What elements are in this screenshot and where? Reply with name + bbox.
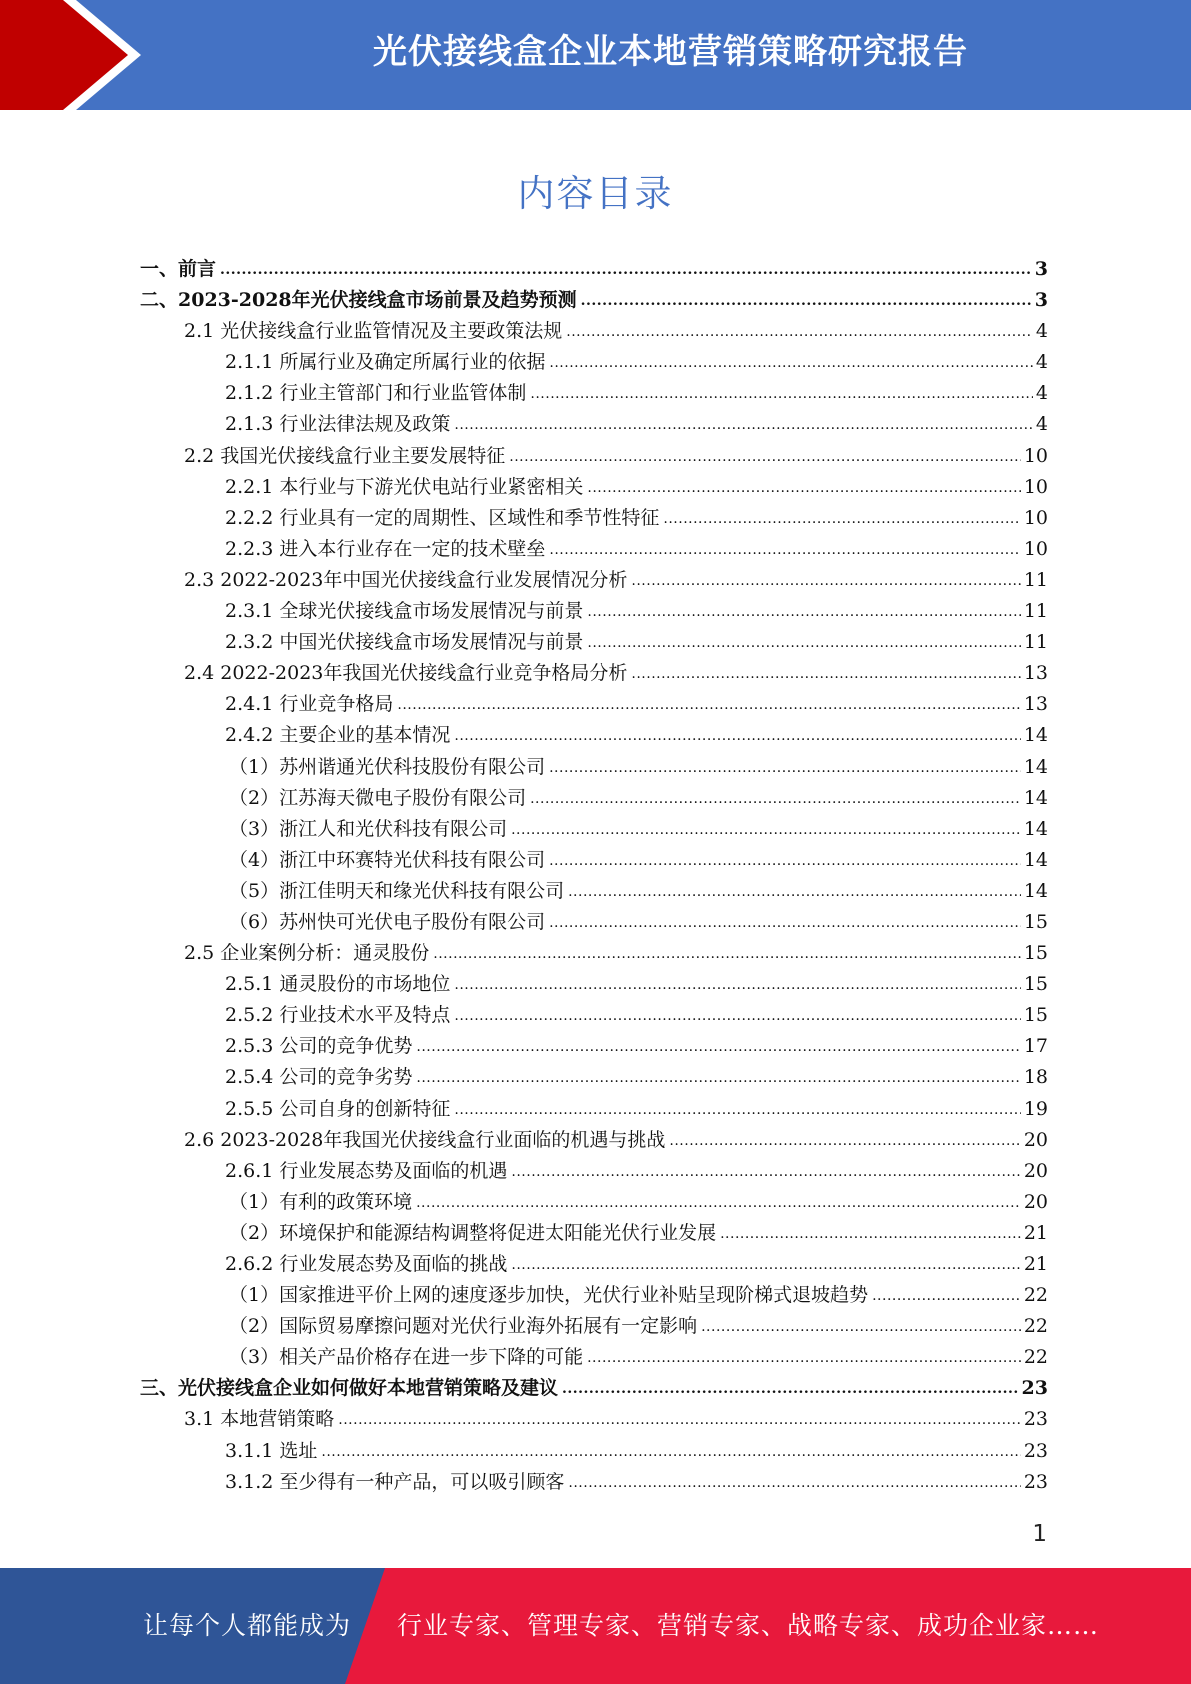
toc-dot-leader: [416, 1070, 1020, 1086]
toc-entry[interactable]: [140, 1436, 1048, 1467]
toc-dot-leader: [549, 542, 1020, 558]
toc-entry-title: 2.5 企业案例分析：通灵股份: [184, 942, 430, 965]
report-title: 光伏接线盒企业本地营销策略研究报告: [373, 32, 968, 72]
toc-entry-title: 三、光伏接线盒企业如何做好本地营销策略及建议: [140, 1377, 559, 1400]
toc-entry[interactable]: [140, 969, 1048, 1000]
toc-dot-leader: [631, 666, 1020, 682]
toc-entry[interactable]: [140, 1373, 1048, 1404]
toc-dot-leader: [511, 822, 1021, 838]
toc-dot-leader: [568, 1475, 1020, 1491]
toc-entry-page: 15: [1023, 942, 1048, 965]
toc-entry-title: 2.2 我国光伏接线盒行业主要发展特征: [184, 444, 506, 467]
toc-dot-leader: [454, 977, 1020, 993]
toc-entry-page: 14: [1023, 817, 1048, 840]
toc-entry[interactable]: [140, 596, 1048, 627]
toc-entry-title: 2.3.1 全球光伏接线盒市场发展情况与前景: [225, 600, 584, 623]
toc-dot-leader: [397, 697, 1020, 713]
toc-entry-page: 19: [1023, 1097, 1048, 1120]
toc-entry[interactable]: [140, 876, 1048, 907]
toc-entry[interactable]: [140, 1000, 1048, 1031]
toc-entry-title: 2.3 2022-2023年中国光伏接线盒行业发展情况分析: [184, 568, 628, 591]
toc-entry[interactable]: [140, 938, 1048, 969]
toc-entry-page: 15: [1023, 1004, 1048, 1027]
toc-dot-leader: [338, 1412, 1021, 1428]
toc-dot-leader: [663, 511, 1020, 527]
toc-entry-title: （4）浙江中环赛特光伏科技有限公司: [229, 848, 546, 871]
toc-entry-page: 23: [1023, 1470, 1048, 1493]
toc-heading: 内容目录: [517, 172, 674, 215]
toc-entry-title: （3）浙江人和光伏科技有限公司: [229, 817, 508, 840]
toc-entry-title: 2.4.1 行业竞争格局: [225, 693, 394, 716]
toc-entry-page: 22: [1023, 1284, 1048, 1307]
toc-entry-page: 14: [1023, 755, 1048, 778]
toc-entry-title: 2.6.1 行业发展态势及面临的机遇: [225, 1159, 508, 1182]
toc-dot-leader: [587, 635, 1020, 651]
toc-entry[interactable]: [140, 1125, 1048, 1156]
toc-dot-leader: [220, 262, 1032, 278]
toc-entry-title: （1）苏州谐通光伏科技股份有限公司: [229, 755, 546, 778]
chevron-arrow-icon: [0, 0, 160, 110]
toc-entry-page: 4: [1035, 351, 1048, 374]
toc-entry-title: 2.5.3 公司的竞争优势: [225, 1035, 413, 1058]
toc-entry[interactable]: [140, 534, 1048, 565]
toc-entry-page: 10: [1023, 506, 1048, 529]
toc-entry[interactable]: [140, 503, 1048, 534]
toc-dot-leader: [549, 355, 1033, 371]
toc-entry-page: 17: [1023, 1035, 1048, 1058]
toc-dot-leader: [454, 1008, 1020, 1024]
toc-dot-leader: [549, 760, 1021, 776]
toc-entry[interactable]: [140, 627, 1048, 658]
toc-entry-title: 2.1.1 所属行业及确定所属行业的依据: [225, 351, 546, 374]
toc-entry[interactable]: [140, 720, 1048, 751]
toc-dot-leader: [416, 1195, 1021, 1211]
toc-entry-page: 4: [1035, 413, 1048, 436]
toc-dot-leader: [416, 1039, 1020, 1055]
toc-entry-title: 3.1.1 选址: [225, 1439, 318, 1462]
table-of-contents: [140, 254, 1048, 1498]
toc-entry[interactable]: [140, 1218, 1048, 1249]
toc-entry-page: 3: [1034, 289, 1048, 312]
toc-entry[interactable]: [140, 1187, 1048, 1218]
header-banner: [0, 0, 1191, 110]
toc-entry[interactable]: [140, 347, 1048, 378]
toc-entry-page: 23: [1023, 1408, 1048, 1431]
toc-entry-page: 21: [1023, 1221, 1048, 1244]
toc-entry-title: （1）国家推进平价上网的速度逐步加快，光伏行业补贴呈现阶梯式退坡趋势: [229, 1284, 869, 1307]
toc-dot-leader: [530, 791, 1021, 807]
toc-dot-leader: [454, 728, 1020, 744]
toc-entry-title: 二、2023-2028年光伏接线盒市场前景及趋势预测: [140, 289, 577, 312]
toc-entry-page: 20: [1023, 1159, 1048, 1182]
toc-dot-leader: [511, 1257, 1020, 1273]
toc-entry[interactable]: [140, 907, 1048, 938]
toc-entry[interactable]: [140, 658, 1048, 689]
toc-entry[interactable]: [140, 689, 1048, 720]
toc-entry[interactable]: [140, 783, 1048, 814]
toc-entry-title: 3.1.2 至少得有一种产品，可以吸引顾客: [225, 1470, 565, 1493]
toc-dot-leader: [872, 1288, 1021, 1304]
toc-entry[interactable]: [140, 1249, 1048, 1280]
toc-entry-page: 18: [1023, 1066, 1048, 1089]
toc-entry-page: 22: [1023, 1315, 1048, 1338]
toc-entry[interactable]: [140, 1280, 1048, 1311]
toc-entry-page: 13: [1023, 662, 1048, 685]
toc-entry-page: 11: [1023, 600, 1048, 623]
toc-entry-page: 11: [1023, 631, 1048, 654]
toc-entry-title: （3）相关产品价格存在进一步下降的可能: [229, 1346, 584, 1369]
page-number: 1: [1032, 1521, 1047, 1547]
toc-entry-title: 2.4.2 主要企业的基本情况: [225, 724, 451, 747]
toc-entry[interactable]: [140, 316, 1048, 347]
toc-dot-leader: [562, 1381, 1019, 1397]
toc-entry[interactable]: [140, 472, 1048, 503]
toc-entry-title: 2.4 2022-2023年我国光伏接线盒行业竞争格局分析: [184, 662, 628, 685]
toc-entry-page: 10: [1023, 475, 1048, 498]
toc-entry[interactable]: [140, 378, 1048, 409]
toc-entry[interactable]: [140, 845, 1048, 876]
toc-dot-leader: [669, 1133, 1020, 1149]
toc-dot-leader: [631, 573, 1020, 589]
toc-entry-page: 15: [1023, 973, 1048, 996]
toc-dot-leader: [720, 1226, 1021, 1242]
toc-entry-page: 14: [1023, 786, 1048, 809]
toc-entry-title: 2.6.2 行业发展态势及面临的挑战: [225, 1253, 508, 1275]
toc-entry[interactable]: [140, 565, 1048, 596]
toc-entry-page: 4: [1035, 320, 1048, 343]
toc-dot-leader: [509, 449, 1021, 465]
toc-entry[interactable]: [140, 1094, 1048, 1125]
toc-entry-title: 2.1.3 行业法律法规及政策: [225, 413, 451, 436]
toc-entry[interactable]: [140, 1156, 1048, 1187]
toc-entry-page: 23: [1023, 1439, 1048, 1462]
toc-entry-page: 10: [1023, 444, 1048, 467]
toc-entry-title: 2.2.2 行业具有一定的周期性、区域性和季节性特征: [225, 506, 660, 529]
toc-dot-leader: [549, 915, 1021, 931]
toc-entry[interactable]: [140, 1062, 1048, 1093]
toc-entry-title: （2）江苏海天微电子股份有限公司: [229, 786, 527, 809]
toc-entry[interactable]: [140, 441, 1048, 472]
toc-entry-page: 4: [1035, 382, 1048, 405]
toc-entry-page: 10: [1023, 537, 1048, 560]
toc-entry-title: 2.5.1 通灵股份的市场地位: [225, 973, 451, 996]
toc-entry-page: 13: [1023, 693, 1048, 716]
toc-entry-page: 21: [1023, 1253, 1048, 1275]
toc-dot-leader: [568, 884, 1021, 900]
toc-entry[interactable]: [140, 1404, 1048, 1435]
toc-dot-leader: [454, 1102, 1020, 1118]
toc-entry[interactable]: [140, 254, 1048, 285]
toc-entry-title: 2.5.2 行业技术水平及特点: [225, 1004, 451, 1027]
toc-entry[interactable]: [140, 285, 1048, 316]
footer-slogan-left: 让每个人都能成为: [143, 1611, 352, 1640]
toc-entry-title: 2.6 2023-2028年我国光伏接线盒行业面临的机遇与挑战: [184, 1128, 666, 1151]
toc-entry-title: 2.1.2 行业主管部门和行业监管体制: [225, 382, 527, 405]
toc-dot-leader: [549, 853, 1021, 869]
toc-entry-page: 14: [1023, 724, 1048, 747]
toc-entry-title: 2.2.3 进入本行业存在一定的技术壁垒: [225, 537, 546, 560]
toc-dot-leader: [587, 604, 1020, 620]
toc-entry-title: （1）有利的政策环境: [229, 1190, 413, 1213]
toc-entry-title: （6）苏州快可光伏电子股份有限公司: [229, 910, 546, 933]
toc-entry[interactable]: [140, 1031, 1048, 1062]
toc-entry[interactable]: [140, 1467, 1048, 1498]
toc-entry[interactable]: [140, 409, 1048, 440]
toc-entry-page: 3: [1034, 258, 1048, 280]
toc-entry-title: 2.5.5 公司自身的创新特征: [225, 1097, 451, 1120]
toc-dot-leader: [566, 324, 1033, 340]
toc-entry[interactable]: [140, 814, 1048, 845]
toc-entry-title: 2.5.4 公司的竞争劣势: [225, 1066, 413, 1089]
toc-dot-leader: [530, 386, 1033, 402]
toc-entry-title: （5）浙江佳明天和缘光伏科技有限公司: [229, 879, 565, 902]
toc-dot-leader: [321, 1444, 1020, 1460]
toc-dot-leader: [433, 946, 1021, 962]
toc-entry[interactable]: [140, 1342, 1048, 1373]
toc-dot-leader: [587, 480, 1020, 496]
toc-entry[interactable]: [140, 1311, 1048, 1342]
toc-entry-title: （2）环境保护和能源结构调整将促进太阳能光伏行业发展: [229, 1221, 717, 1244]
toc-entry-page: 22: [1023, 1346, 1048, 1369]
toc-entry-title: 2.1 光伏接线盒行业监管情况及主要政策法规: [184, 320, 563, 343]
toc-entry-page: 14: [1023, 848, 1048, 871]
toc-dot-leader: [701, 1319, 1021, 1335]
toc-entry-title: 3.1 本地营销策略: [184, 1408, 335, 1431]
footer-banner: [0, 1568, 1191, 1684]
toc-entry-page: 20: [1023, 1190, 1048, 1213]
toc-entry-page: 14: [1023, 879, 1048, 902]
toc-dot-leader: [511, 1164, 1020, 1180]
toc-entry-page: 20: [1023, 1128, 1048, 1151]
footer-slogan-right: 行业专家、管理专家、营销专家、战略专家、成功企业家……: [397, 1611, 1100, 1640]
toc-entry-page: 11: [1023, 568, 1048, 591]
toc-dot-leader: [454, 417, 1033, 433]
toc-dot-leader: [587, 1350, 1021, 1366]
toc-entry-title: 一、前言: [140, 258, 217, 280]
toc-dot-leader: [581, 293, 1032, 309]
toc-entry[interactable]: [140, 752, 1048, 783]
toc-entry-page: 15: [1023, 910, 1048, 933]
toc-entry-title: 2.3.2 中国光伏接线盒市场发展情况与前景: [225, 631, 584, 654]
toc-entry-title: （2）国际贸易摩擦问题对光伏行业海外拓展有一定影响: [229, 1315, 698, 1338]
toc-entry-page: 23: [1021, 1377, 1048, 1400]
toc-entry-title: 2.2.1 本行业与下游光伏电站行业紧密相关: [225, 475, 584, 498]
